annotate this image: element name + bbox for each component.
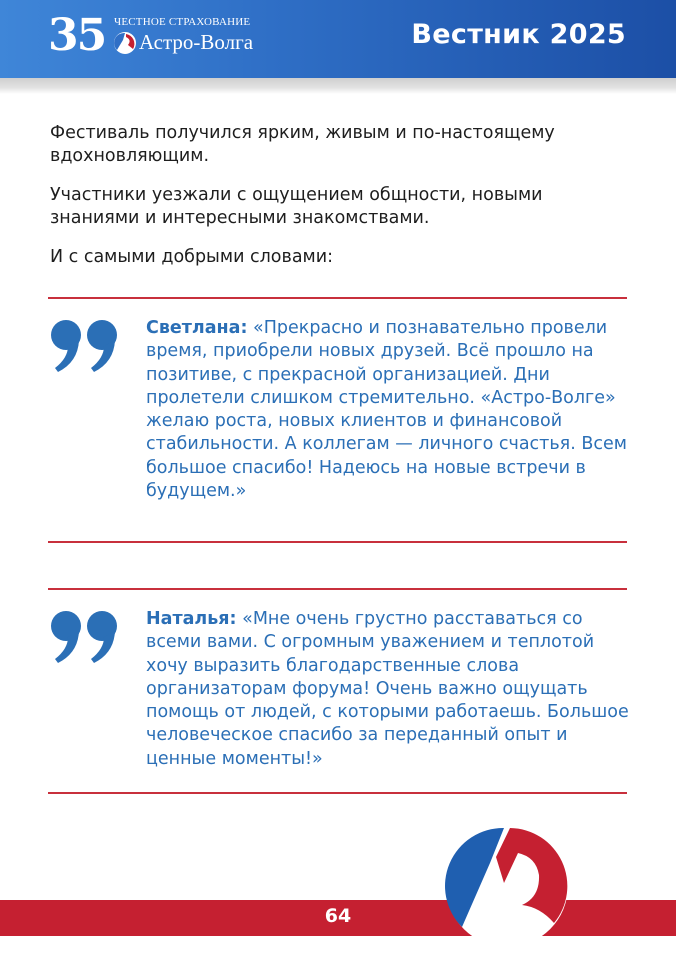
paragraph-2: Участники уезжали с ощущением общности, новыми знаниями и интересными знакомствами. — [50, 185, 543, 228]
logo-name: Астро-Волга — [139, 30, 254, 54]
page-title: Вестник 2025 — [411, 19, 626, 50]
divider-rule — [48, 792, 627, 794]
testimonial-quote-1 — [146, 317, 630, 503]
logo-emblem-icon — [113, 31, 137, 55]
paragraph-1: Фестиваль получился ярким, живым и по-настоящему вдохновляющим. — [50, 123, 555, 166]
divider-rule — [48, 297, 627, 299]
logo-number: 35 — [48, 10, 106, 61]
page-number: 64 — [324, 905, 352, 927]
testimonial-quote-2 — [146, 608, 630, 771]
quote-body: «Прекрасно и познавательно провели время, приобрели новых друзей. Всё прошло на позитиве, с прекрасной организацией. Дни пролетели слишком стремительно. «Астро-Волге» желаю роста, новых клиентов и финансовой стабильности. А коллегам — личного счастья. Всем большое спасибо! Надеюсь на новые встречи в будущем.» — [146, 318, 627, 502]
brand-emblem-icon — [444, 823, 570, 949]
quote-icon — [50, 318, 122, 374]
page-header — [0, 0, 676, 78]
header-shadow — [0, 78, 676, 94]
divider-rule — [48, 541, 627, 543]
quote-author: Светлана: — [146, 318, 248, 338]
quote-icon — [50, 609, 122, 665]
divider-rule — [48, 588, 627, 590]
quote-body: «Мне очень грустно расставаться со всеми вами. С огромным уважением и теплотой хочу выразить благодарственные слова организаторам форума! Очень важно ощущать помощь от людей, с которыми работаешь. Большое человеческое спасибо за переданный опыт и ценные моменты!» — [146, 609, 629, 769]
logo-tagline: ЧЕСТНОЕ СТРАХОВАНИЕ — [114, 16, 251, 28]
paragraph-3: И с самыми добрыми словами: — [50, 247, 334, 267]
quote-author: Наталья: — [146, 609, 237, 629]
